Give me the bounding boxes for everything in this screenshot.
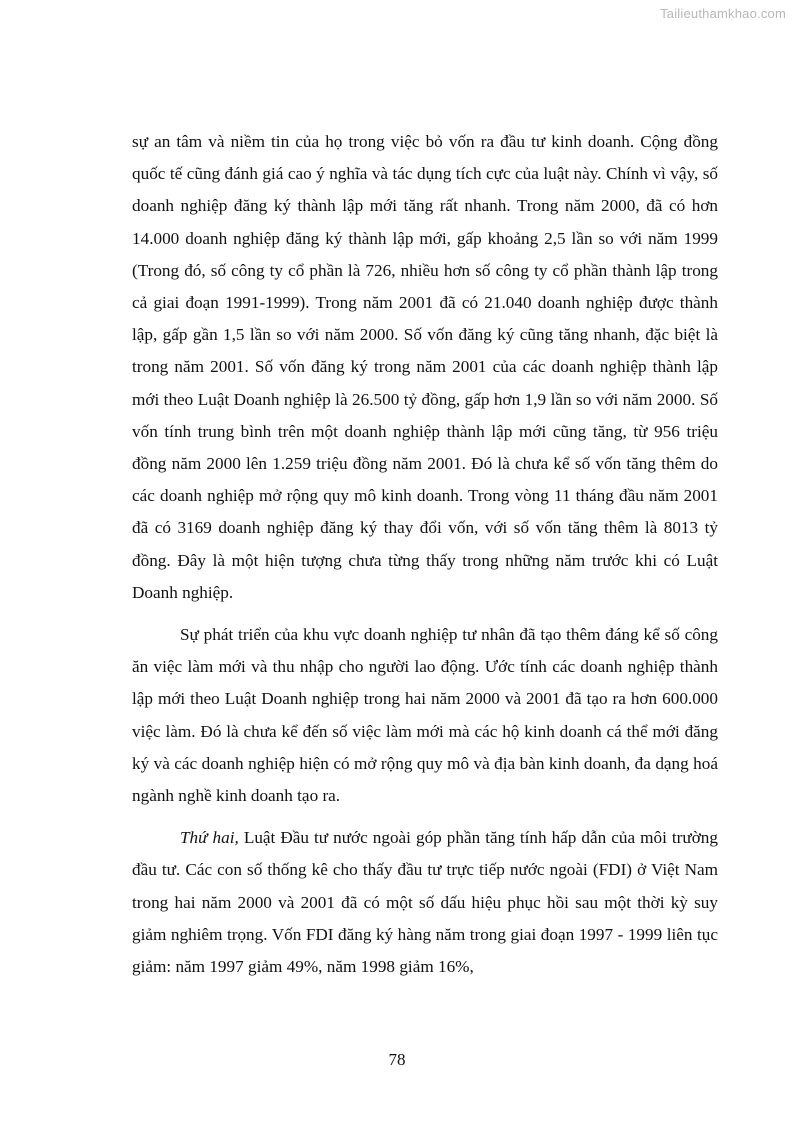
paragraph-fdi-text: Luật Đầu tư nước ngoài góp phần tăng tính hấp dẫn của môi trường đầu tư. Các con số thống kê cho thấy đầu tư trực tiếp nước ngoài (FDI) ở Việt Nam trong hai năm 2000 và 2001 đã có một số dấu hiệu phục hồi sau một thời kỳ suy giảm nghiêm trọng. Vốn FDI đăng ký hàng năm trong giai đoạn 1997 - 1999 liên tục giảm: năm 1997 giảm 49%, năm 1998 giảm 16%, — [132, 828, 718, 977]
paragraph-lead: Thứ hai, — [180, 828, 239, 848]
page-body — [132, 126, 718, 993]
paragraph-employment: Sự phát triển của khu vực doanh nghiệp tư nhân đã tạo thêm đáng kể số công ăn việc làm mới và thu nhập cho người lao động. Ước tính các doanh nghiệp thành lập mới theo Luật Doanh nghiệp trong hai năm 2000 và 2001 đã tạo ra hơn 600.000 việc làm. Đó là chưa kể đến số việc làm mới mà các hộ kinh doanh cá thể mới đăng ký và các doanh nghiệp hiện có mở rộng quy mô và địa bàn kinh doanh, đa dạng hoá ngành nghề kinh doanh tạo ra. — [132, 625, 718, 806]
paragraph-fdi — [132, 822, 718, 983]
page-number: 78 — [388, 1050, 406, 1069]
watermark: Tailieuthamkhao.com — [660, 6, 786, 21]
paragraph-continuation: sự an tâm và niềm tin của họ trong việc bỏ vốn ra đầu tư kinh doanh. Cộng đồng quốc tế cũng đánh giá cao ý nghĩa và tác dụng tích cực của luật này. Chính vì vậy, số doanh nghiệp đăng ký thành lập mới tăng rất nhanh. Trong năm 2000, đã có hơn 14.000 doanh nghiệp đăng ký thành lập mới, gấp khoảng 2,5 lần so với năm 1999 (Trong đó, số công ty cổ phần là 726, nhiều hơn số công ty cổ phần thành lập trong cả giai đoạn 1991-1999). Trong năm 2001 đã có 21.040 doanh nghiệp được thành lập, gấp gần 1,5 lần so với năm 2000. Số vốn đăng ký cũng tăng nhanh, đặc biệt là trong năm 2001. Số vốn đăng ký trong năm 2001 của các doanh nghiệp thành lập mới theo Luật Doanh nghiệp là 26.500 tỷ đồng, gấp hơn 1,9 lần so với năm 2000. Số vốn tính trung bình trên một doanh nghiệp thành lập mới cũng tăng, từ 956 triệu đồng năm 2000 lên 1.259 triệu đồng năm 2001. Đó là chưa kể số vốn tăng thêm do các doanh nghiệp mở rộng quy mô kinh doanh. Trong vòng 11 tháng đầu năm 2001 đã có 3169 doanh nghiệp đăng ký thay đổi vốn, với số vốn tăng thêm là 8013 tỷ đồng. Đây là một hiện tượng chưa từng thấy trong những năm trước khi có Luật Doanh nghiệp. — [132, 132, 718, 602]
